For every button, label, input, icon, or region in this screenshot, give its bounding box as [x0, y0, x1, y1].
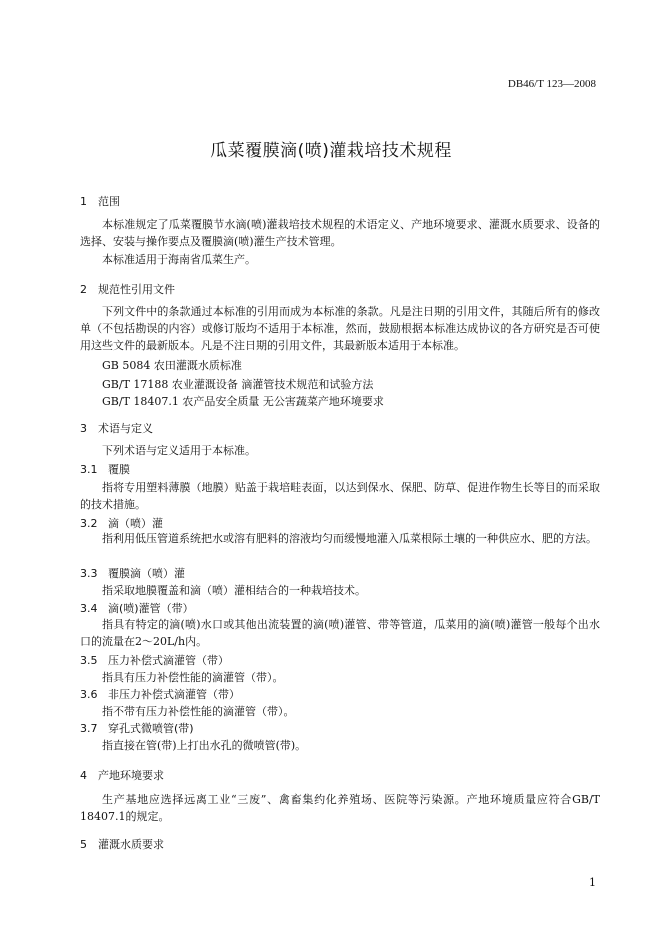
page-number: 1	[589, 876, 596, 889]
section-heading-4: 4 产地环境要求	[80, 769, 164, 782]
term-heading: 3.2 滴（喷）灌	[80, 517, 163, 530]
section-heading-3: 3 术语与定义	[80, 422, 153, 435]
term-definition: 指具有压力补偿性能的滴灌管（带）。	[102, 671, 284, 684]
reference-item: GB/T 18407.1 农产品安全质量 无公害蔬菜产地环境要求	[102, 395, 384, 408]
term-heading: 3.5 压力补偿式滴灌管（带）	[80, 654, 229, 667]
paragraph: 本标准适用于海南省瓜菜生产。	[102, 253, 256, 266]
term-heading: 3.4 滴(喷)灌管（带）	[80, 602, 194, 615]
term-definition: 指采取地膜覆盖和滴（喷）灌相结合的一种栽培技术。	[102, 584, 366, 597]
document-title: 瓜菜覆膜滴(喷)灌栽培技术规程	[210, 141, 452, 161]
term-definition: 指具有特定的滴(喷)水口或其他出流装置的滴(喷)灌管、带等管道，瓜菜用的滴(喷)灌管一般每个出水口的流量在2～20L/h内。	[80, 618, 600, 648]
term-definition: 指将专用塑料薄膜（地膜）贴盖于栽培畦表面，以达到保水、保肥、防草、促进作物生长等目的而采取的技术措施。	[80, 481, 600, 511]
reference-item: GB 5084 农田灌溉水质标准	[102, 359, 242, 372]
section-heading-5: 5 灌溉水质要求	[80, 838, 164, 851]
term-heading: 3.6 非压力补偿式滴灌管（带）	[80, 688, 240, 701]
reference-item: GB/T 17188 农业灌溉设备 滴灌管技术规范和试验方法	[102, 378, 374, 391]
paragraph: 下列术语与定义适用于本标准。	[102, 444, 256, 457]
term-heading: 3.7 穿孔式微喷管(带)	[80, 722, 194, 735]
section-heading-1: 1 范围	[80, 195, 120, 208]
standard-number: DB46/T 123—2008	[507, 78, 596, 90]
term-definition: 指不带有压力补偿性能的滴灌管（带）。	[102, 705, 295, 718]
term-definition: 指直接在管(带)上打出水孔的微喷管(带)。	[102, 739, 307, 752]
paragraph: 下列文件中的条款通过本标准的引用而成为本标准的条款。凡是注日期的引用文件，其随后所有的修改单（不包括勘误的内容）或修订版均不适用于本标准，然而，鼓励根据本标准达成协议的各方研究是否可使用这些文件的最新版本。凡是不注日期的引用文件，其最新版本适用于本标准。	[80, 305, 600, 352]
paragraph: 生产基地应选择远离工业“三废”、禽畜集约化养殖场、医院等污染源。产地环境质量应符合GB/T 18407.1的规定。	[80, 793, 600, 823]
paragraph: 本标准规定了瓜菜覆膜节水滴(喷)灌栽培技术规程的术语定义、产地环境要求、灌溉水质要求、设备的选择、安装与操作要点及覆膜滴(喷)灌生产技术管理。	[80, 218, 600, 248]
term-definition: 指利用低压管道系统把水或溶有肥料的溶液均匀而缓慢地灌入瓜菜根际土壤的一种供应水、肥的方法。	[102, 532, 597, 545]
section-heading-2: 2 规范性引用文件	[80, 283, 175, 296]
term-heading: 3.1 覆膜	[80, 463, 130, 476]
term-heading: 3.3 覆膜滴（喷）灌	[80, 567, 185, 580]
